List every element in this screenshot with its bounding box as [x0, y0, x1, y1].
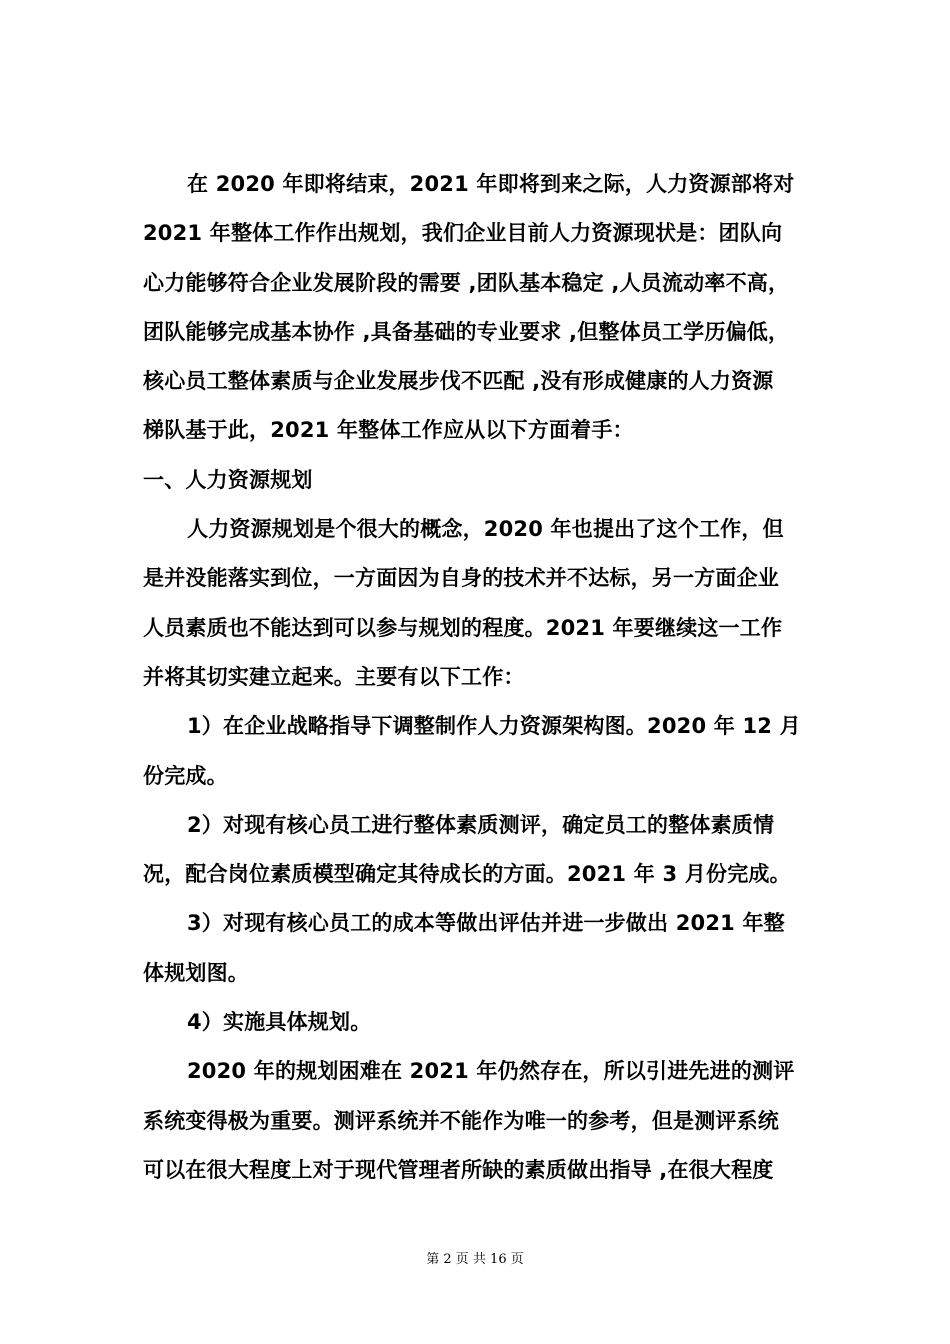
page-number-footer: 第 2 页 共 16 页 — [426, 1252, 524, 1267]
list-item-4: 4）实施具体规划。 — [187, 1010, 372, 1035]
section-heading: 一、人力资源规划 — [143, 467, 313, 492]
evaluation-paragraph: 2020 年的规划困难在 2021 年仍然存在，所以引进先进的测评 系统变得极为重要。测评系统并不能作为唯一的参考，但是测评系统 可以在很大程度上对于现代管理者所缺的素质做出指导 ,在很大程度 — [143, 1059, 795, 1182]
list-item-3: 3）对现有核心员工的成本等做出评估并进一步做出 2021 年整 体规划图。 — [143, 911, 785, 985]
planning-paragraph: 人力资源规划是个很大的概念，2020 年也提出了这个工作，但 是并没能落实到位，一方面因为自身的技术并不达标，另一方面企业 人员素质也不能达到可以参与规划的程度。2021 年要继续这一工作 并将其切实建立起来。主要有以下工作： — [143, 517, 784, 689]
intro-paragraph: 在 2020 年即将结束，2021 年即将到来之际，人力资源部将对 2021 年整体工作作出规划，我们企业目前人力资源现状是：团队向 心力能够符合企业发展阶段的需要 ,团队基本稳定 ,人员流动率不高， 团队能够完成基本协作 ,具备基础的专业要求 ,但整体员工学历偏低， 核心员工整体素质与企业发展步伐不匹配 ,没有形成健康的人力资源 梯队基于此，2021 年整体工作应从以下方面着手： — [143, 172, 795, 443]
list-item-2: 2）对现有核心员工进行整体素质测评，确定员工的整体素质情 况，配合岗位素质模型确定其待成长的方面。2021 年 3 月份完成。 — [143, 812, 791, 887]
document-body — [143, 160, 808, 1195]
list-item-1: 1）在企业战略指导下调整制作人力资源架构图。2020 年 12 月 份完成。 — [143, 714, 801, 788]
